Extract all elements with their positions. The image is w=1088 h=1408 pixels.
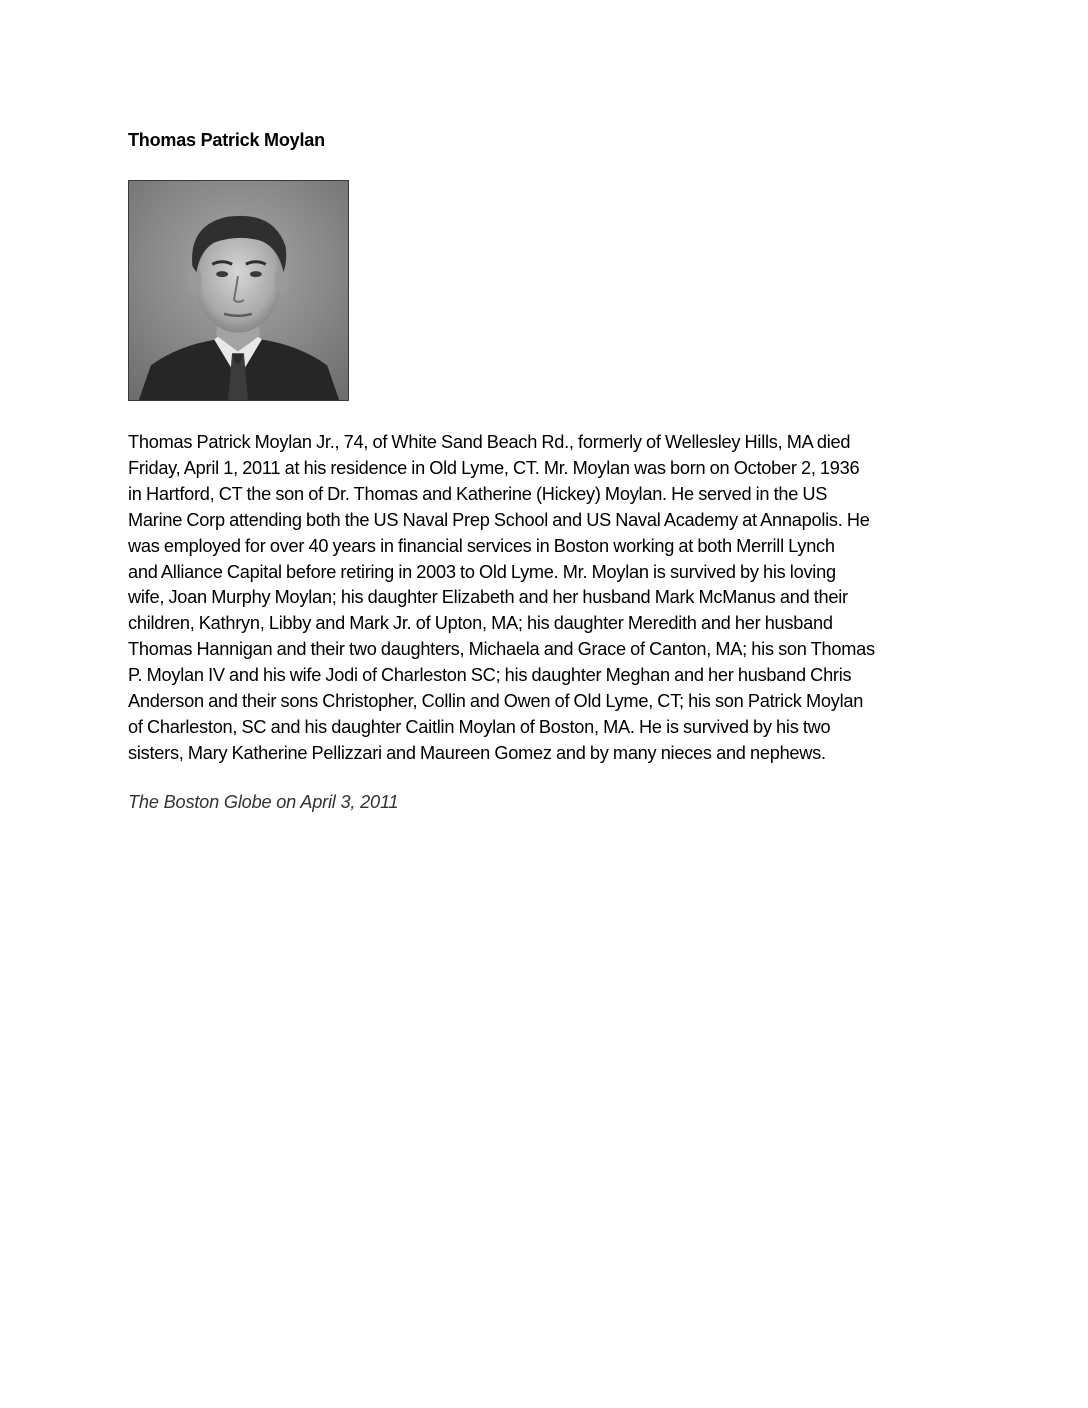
obituary-line: P. Moylan IV and his wife Jodi of Charleston SC; his daughter Meghan and her husband Chris: [128, 665, 852, 686]
obituary-text: [128, 430, 962, 767]
obituary-line: wife, Joan Murphy Moylan; his daughter Elizabeth and her husband Mark McManus and their: [128, 587, 848, 608]
obituary-line: sisters, Mary Katherine Pellizzari and Maureen Gomez and by many nieces and nephews.: [128, 742, 826, 763]
obituary-line: of Charleston, SC and his daughter Caitlin Moylan of Boston, MA. He is survived by his two: [128, 716, 831, 737]
obituary-line: in Hartford, CT the son of Dr. Thomas and Katherine (Hickey) Moylan. He served in the US: [128, 483, 828, 504]
person-portrait-icon: [129, 181, 348, 400]
obituary-line: and Alliance Capital before retiring in 2003 to Old Lyme. Mr. Moylan is survived by his loving: [128, 561, 836, 582]
page-title: Thomas Patrick Moylan: [128, 130, 325, 150]
obituary-line: children, Kathryn, Libby and Mark Jr. of Upton, MA; his daughter Meredith and her husband: [128, 613, 833, 634]
obituary-line: was employed for over 40 years in financial services in Boston working at both Merrill Lynch: [128, 535, 835, 556]
portrait-photo: [128, 180, 349, 401]
obituary-line: Marine Corp attending both the US Naval Prep School and US Naval Academy at Annapolis. He: [128, 509, 870, 530]
obituary-line: Thomas Hannigan and their two daughters, Michaela and Grace of Canton, MA; his son Thomas: [128, 639, 875, 660]
obituary-line: Thomas Patrick Moylan Jr., 74, of White Sand Beach Rd., formerly of Wellesley Hills, MA died: [128, 432, 851, 452]
obituary-line: Anderson and their sons Christopher, Collin and Owen of Old Lyme, CT; his son Patrick Moylan: [128, 691, 864, 712]
obituary-line: Friday, April 1, 2011 at his residence in Old Lyme, CT. Mr. Moylan was born on October 2, 1936: [128, 457, 860, 478]
source-citation: The Boston Globe on April 3, 2011: [128, 792, 399, 812]
